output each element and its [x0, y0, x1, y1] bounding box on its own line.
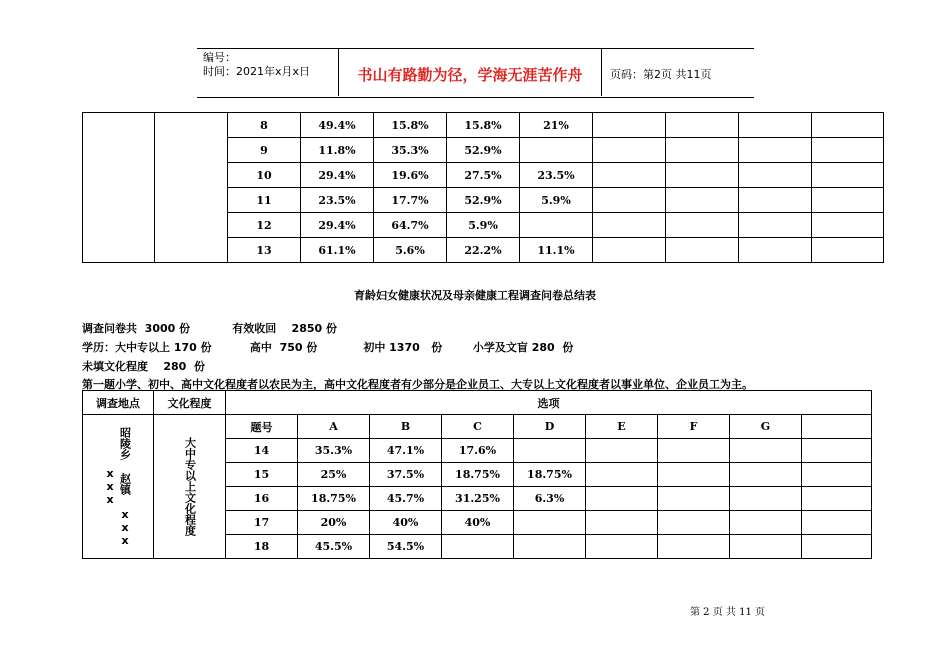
table-cell [514, 439, 586, 463]
summary-line-q1: 第一题小学、初中、高中文化程度者以农民为主，高中文化程度者有少部分是企业员工、大专以上文化程度者以事业单位、企业员工为主。 [82, 378, 753, 391]
empty-cell [658, 535, 730, 559]
table-cell: 49.4% [301, 113, 374, 138]
empty-cell [802, 439, 872, 463]
table-cell: 18 [226, 535, 298, 559]
table-cell: 23.5% [520, 163, 593, 188]
header-location: 调查地点 [83, 391, 154, 415]
empty-cell [593, 238, 666, 263]
table-cell: 18.75% [514, 463, 586, 487]
table-cell [520, 213, 593, 238]
header-motto: 书山有路勤为径，学海无涯苦作舟 [357, 66, 583, 84]
header-options: 选项 [226, 391, 872, 415]
summary-line-total: 调查问卷共 3000 份 有效收回 2850 份 [82, 322, 337, 335]
continued-table [82, 112, 884, 263]
empty-cell [730, 535, 802, 559]
table-cell: 29.4% [301, 163, 374, 188]
empty-cell [812, 113, 884, 138]
table-cell: 14 [226, 439, 298, 463]
education-cell [154, 415, 226, 559]
table-cell: 9 [228, 138, 301, 163]
empty-cell [658, 511, 730, 535]
table-cell: 35.3% [298, 439, 370, 463]
empty-cell [666, 213, 739, 238]
table-cell: 61.1% [301, 238, 374, 263]
table-cell: 11 [228, 188, 301, 213]
table-row [83, 113, 884, 138]
header-divider [601, 48, 602, 96]
table-cell: 15 [226, 463, 298, 487]
table-cell [442, 535, 514, 559]
empty-cell [730, 487, 802, 511]
table-cell: 8 [228, 113, 301, 138]
empty-cell [812, 213, 884, 238]
table-cell: 52.9% [447, 188, 520, 213]
empty-cell [593, 188, 666, 213]
empty-cell [739, 113, 812, 138]
blank-cell [83, 113, 155, 263]
location-cell [83, 415, 154, 559]
table-cell: 35.3% [374, 138, 447, 163]
subheader-cell [802, 415, 872, 439]
empty-cell [586, 439, 658, 463]
table-cell: 25% [298, 463, 370, 487]
empty-cell [730, 511, 802, 535]
summary-line-unfilled: 未填文化程度 280 份 [82, 360, 205, 373]
table-cell: 21% [520, 113, 593, 138]
blank-cell [155, 113, 228, 263]
education-text: 大中专以上文化程度 [183, 437, 197, 536]
section-title: 育龄妇女健康状况及母亲健康工程调查问卷总结表 [354, 289, 596, 302]
empty-cell [666, 138, 739, 163]
table-cell: 47.1% [370, 439, 442, 463]
subheader-cell: C [442, 415, 514, 439]
table-cell: 27.5% [447, 163, 520, 188]
empty-cell [593, 163, 666, 188]
empty-cell [812, 188, 884, 213]
empty-cell [802, 535, 872, 559]
time-label: 时间：2021年x月x日 [203, 65, 311, 78]
survey-table [82, 390, 872, 559]
table-cell: 31.25% [442, 487, 514, 511]
table-cell: 64.7% [374, 213, 447, 238]
table-cell: 12 [228, 213, 301, 238]
table-cell: 20% [298, 511, 370, 535]
empty-cell [658, 487, 730, 511]
table-cell: 40% [442, 511, 514, 535]
table-cell: 5.6% [374, 238, 447, 263]
subheader-cell: G [730, 415, 802, 439]
empty-cell [586, 535, 658, 559]
empty-cell [812, 163, 884, 188]
table-cell: 19.6% [374, 163, 447, 188]
empty-cell [739, 213, 812, 238]
table-cell: 13 [228, 238, 301, 263]
empty-cell [593, 113, 666, 138]
summary-line-education: 学历：大中专以上 170 份 高中 750 份 初中 1370 份 小学及文盲 280 份 [82, 341, 574, 354]
empty-cell [739, 188, 812, 213]
empty-cell [802, 487, 872, 511]
table-cell: 23.5% [301, 188, 374, 213]
empty-cell [812, 138, 884, 163]
empty-cell [730, 439, 802, 463]
subheader-cell: A [298, 415, 370, 439]
subheader-cell: B [370, 415, 442, 439]
subheader-cell: D [514, 415, 586, 439]
subheader-cell: E [586, 415, 658, 439]
table-cell: 40% [370, 511, 442, 535]
subheader-cell: F [658, 415, 730, 439]
table-cell: 17.6% [442, 439, 514, 463]
page-footer: 第 2 页 共 11 页 [690, 607, 765, 618]
empty-cell [666, 113, 739, 138]
table-cell: 16 [226, 487, 298, 511]
empty-cell [739, 138, 812, 163]
empty-cell [802, 463, 872, 487]
location-text: 昭陵乡 赵镇 xxx xxx [103, 426, 132, 547]
table-cell: 17.7% [374, 188, 447, 213]
empty-cell [586, 487, 658, 511]
table-cell: 17 [226, 511, 298, 535]
table-cell: 37.5% [370, 463, 442, 487]
empty-cell [739, 238, 812, 263]
empty-cell [586, 463, 658, 487]
empty-cell [593, 213, 666, 238]
empty-cell [666, 238, 739, 263]
empty-cell [730, 463, 802, 487]
table-cell: 6.3% [514, 487, 586, 511]
table-cell: 10 [228, 163, 301, 188]
table-cell: 15.8% [447, 113, 520, 138]
header-education: 文化程度 [154, 391, 226, 415]
table-cell [514, 511, 586, 535]
empty-cell [739, 163, 812, 188]
table-cell: 22.2% [447, 238, 520, 263]
empty-cell [812, 238, 884, 263]
table-cell: 45.5% [298, 535, 370, 559]
table-cell: 5.9% [520, 188, 593, 213]
empty-cell [802, 511, 872, 535]
empty-cell [586, 511, 658, 535]
table-cell: 54.5% [370, 535, 442, 559]
empty-cell [666, 188, 739, 213]
table-cell: 18.75% [298, 487, 370, 511]
table-cell [514, 535, 586, 559]
empty-cell [593, 138, 666, 163]
number-label: 编号： [203, 51, 236, 64]
table-cell: 5.9% [447, 213, 520, 238]
header-page-number: 页码：第2页 共11页 [610, 68, 712, 81]
subheader-cell: 题号 [226, 415, 298, 439]
empty-cell [666, 163, 739, 188]
table-cell [520, 138, 593, 163]
table-cell: 11.1% [520, 238, 593, 263]
header-meta [203, 51, 310, 79]
table-cell: 45.7% [370, 487, 442, 511]
table-cell: 29.4% [301, 213, 374, 238]
empty-cell [658, 463, 730, 487]
table-cell: 15.8% [374, 113, 447, 138]
table-cell: 11.8% [301, 138, 374, 163]
table-cell: 18.75% [442, 463, 514, 487]
table-cell: 52.9% [447, 138, 520, 163]
empty-cell [658, 439, 730, 463]
